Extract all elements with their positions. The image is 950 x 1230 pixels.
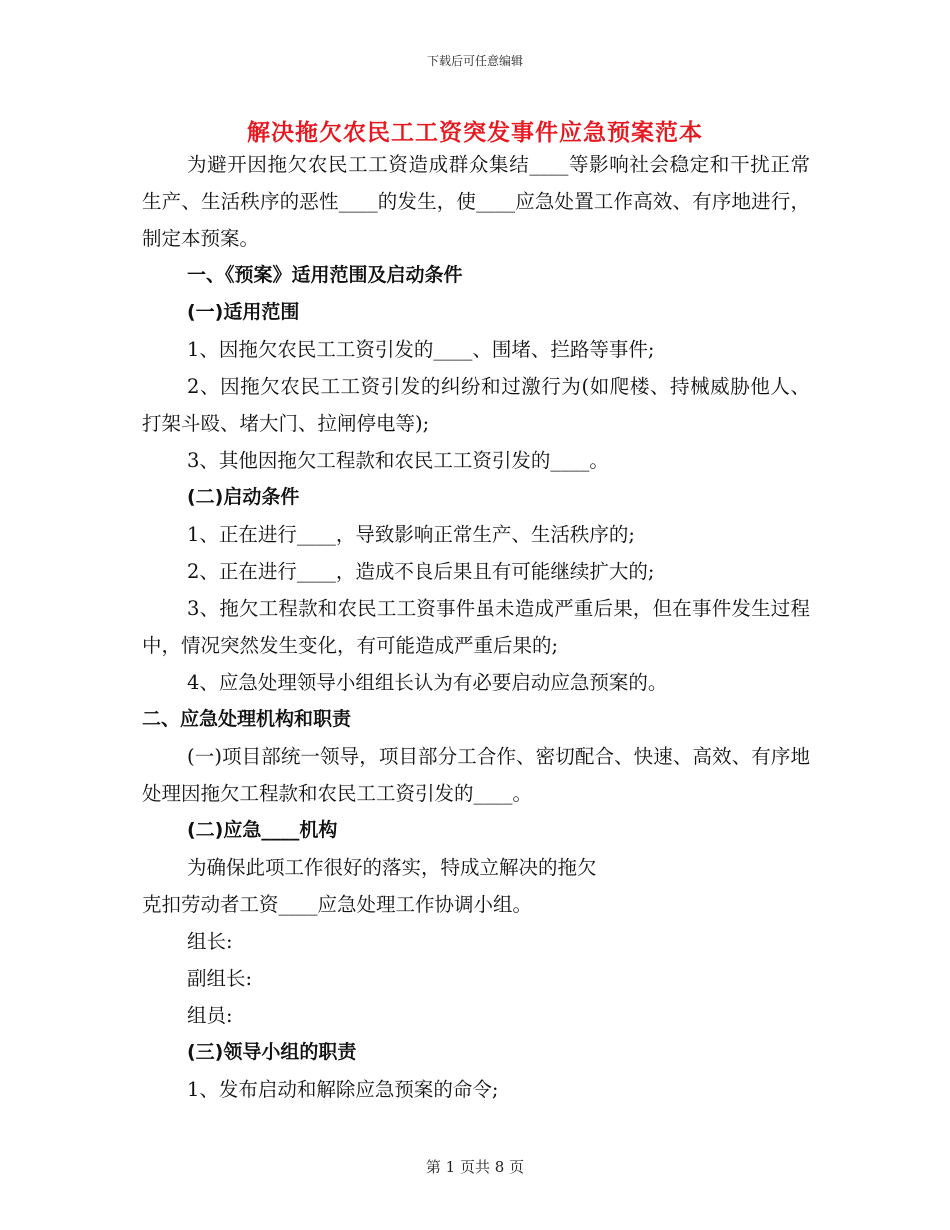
subsection-heading-org: (二)应急____机构 — [187, 819, 338, 841]
condition-item-3: 3、拖欠工程款和农民工工资事件虽未造成严重后果，但在事件发生过程中，情况突然发生变化，有可能造成严重后果的; — [142, 597, 810, 657]
org-paragraph-2: 为确保此项工作很好的落实，特成立解决的拖欠 — [187, 856, 597, 879]
member-line: 组员: — [187, 1004, 233, 1027]
intro-paragraph: 为避开因拖欠农民工工资造成群众集结____等影响社会稳定和干扰正常生产、生活秩序的恶性____的发生，使____应急处置工作高效、有序地进行，制定本预案。 — [142, 153, 810, 250]
page-footer: 第 1 页共 8 页 — [425, 1158, 525, 1176]
scope-item-2: 2、因拖欠农民工工资引发的纠纷和过激行为(如爬楼、持械威胁他人、打架斗殴、堵大门、拉闸停电等); — [142, 375, 810, 435]
section-heading-1: 一、《预案》适用范围及启动条件 — [187, 264, 463, 286]
document-title: 解决拖欠农民工工资突发事件应急预案范本 — [247, 120, 703, 146]
subsection-heading-conditions: (二)启动条件 — [187, 486, 300, 508]
scope-item-1: 1、因拖欠农民工工资引发的____、围堵、拦路等事件; — [187, 338, 655, 361]
document-body — [142, 146, 810, 1108]
header-note: 下载后可任意编辑 — [426, 54, 523, 68]
subsection-heading-scope: (一)适用范围 — [187, 301, 300, 323]
condition-item-2: 2、正在进行____，造成不良后果且有可能继续扩大的; — [187, 560, 655, 583]
subsection-heading-duties: (三)领导小组的职责 — [187, 1041, 357, 1063]
condition-item-1: 1、正在进行____，导致影响正常生产、生活秩序的; — [187, 523, 635, 546]
duty-item-1: 1、发布启动和解除应急预案的命令; — [187, 1078, 499, 1101]
section-heading-2: 二、应急处理机构和职责 — [142, 708, 352, 730]
org-paragraph-1: (一)项目部统一领导，项目部分工合作、密切配合、快速、高效、有序地处理因拖欠工程款和农民工工资引发的____。 — [142, 745, 810, 805]
scope-item-3: 3、其他因拖欠工程款和农民工工资引发的____。 — [187, 449, 609, 472]
leader-line: 组长: — [187, 930, 233, 953]
org-paragraph-3: 克扣劳动者工资____应急处理工作协调小组。 — [142, 893, 533, 916]
deputy-leader-line: 副组长: — [187, 967, 253, 990]
condition-item-4: 4、应急处理领导小组组长认为有必要启动应急预案的。 — [187, 671, 668, 694]
